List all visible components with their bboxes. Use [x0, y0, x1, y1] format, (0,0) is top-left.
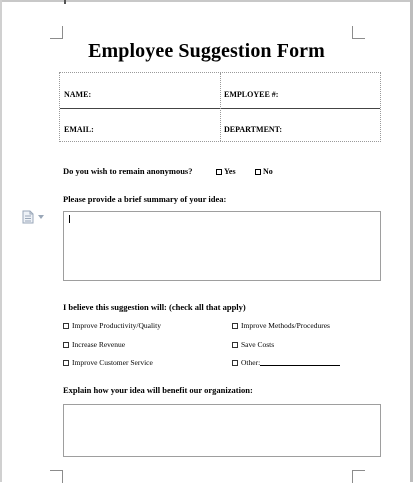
other-label: Other:	[241, 358, 261, 367]
department-field-label[interactable]: DEPARTMENT:	[224, 125, 283, 134]
option-save-costs[interactable]	[232, 340, 274, 349]
other-blank-line[interactable]	[260, 358, 340, 366]
summary-textbox[interactable]	[63, 211, 381, 281]
form-title: Employee Suggestion Form	[88, 40, 325, 62]
no-label: No	[263, 167, 273, 176]
anonymous-no-option[interactable]	[255, 167, 273, 176]
text-cursor	[69, 215, 70, 223]
crop-mark-top-left	[50, 26, 63, 39]
suggestion-label: I believe this suggestion will: (check all that apply)	[63, 302, 246, 312]
anonymous-question: Do you wish to remain anonymous?	[63, 166, 193, 176]
name-field-label[interactable]: NAME:	[64, 90, 92, 99]
crop-mark-top-right	[352, 26, 365, 39]
productivity-checkbox[interactable]	[63, 323, 69, 329]
anonymous-yes-option[interactable]	[216, 167, 236, 176]
option-customer-service[interactable]	[63, 358, 153, 367]
employee-info-table	[59, 72, 381, 142]
option-methods[interactable]	[232, 321, 330, 330]
other-checkbox[interactable]	[232, 360, 238, 366]
document-icon	[22, 210, 34, 224]
revenue-label: Increase Revenue	[72, 340, 126, 349]
benefit-label: Explain how your idea will benefit our organization:	[63, 385, 253, 395]
employee-number-field-label[interactable]: EMPLOYEE #:	[224, 90, 279, 99]
option-revenue[interactable]	[63, 340, 125, 349]
email-field-label[interactable]: EMAIL:	[64, 125, 94, 134]
window-top-edge	[0, 0, 413, 2]
crop-mark-bottom-right	[352, 470, 365, 483]
methods-checkbox[interactable]	[232, 323, 238, 329]
table-divider-vertical	[220, 73, 221, 141]
crop-mark-bottom-left	[50, 470, 63, 483]
paragraph-options-handle[interactable]	[22, 210, 44, 224]
caret-down-icon	[38, 215, 44, 219]
productivity-label: Improve Productivity/Quality	[72, 321, 161, 330]
yes-label: Yes	[224, 167, 236, 176]
no-checkbox[interactable]	[255, 169, 261, 175]
save-costs-label: Save Costs	[241, 340, 275, 349]
benefit-textbox[interactable]	[63, 404, 381, 457]
option-productivity[interactable]	[63, 321, 161, 330]
customer-service-checkbox[interactable]	[63, 360, 69, 366]
yes-checkbox[interactable]	[216, 169, 222, 175]
option-other[interactable]	[232, 358, 340, 367]
top-tick	[64, 0, 66, 4]
window-left-edge	[0, 0, 2, 482]
summary-label: Please provide a brief summary of your idea:	[63, 194, 227, 204]
revenue-checkbox[interactable]	[63, 342, 69, 348]
customer-service-label: Improve Customer Service	[72, 358, 153, 367]
save-costs-checkbox[interactable]	[232, 342, 238, 348]
methods-label: Improve Methods/Procedures	[241, 321, 330, 330]
